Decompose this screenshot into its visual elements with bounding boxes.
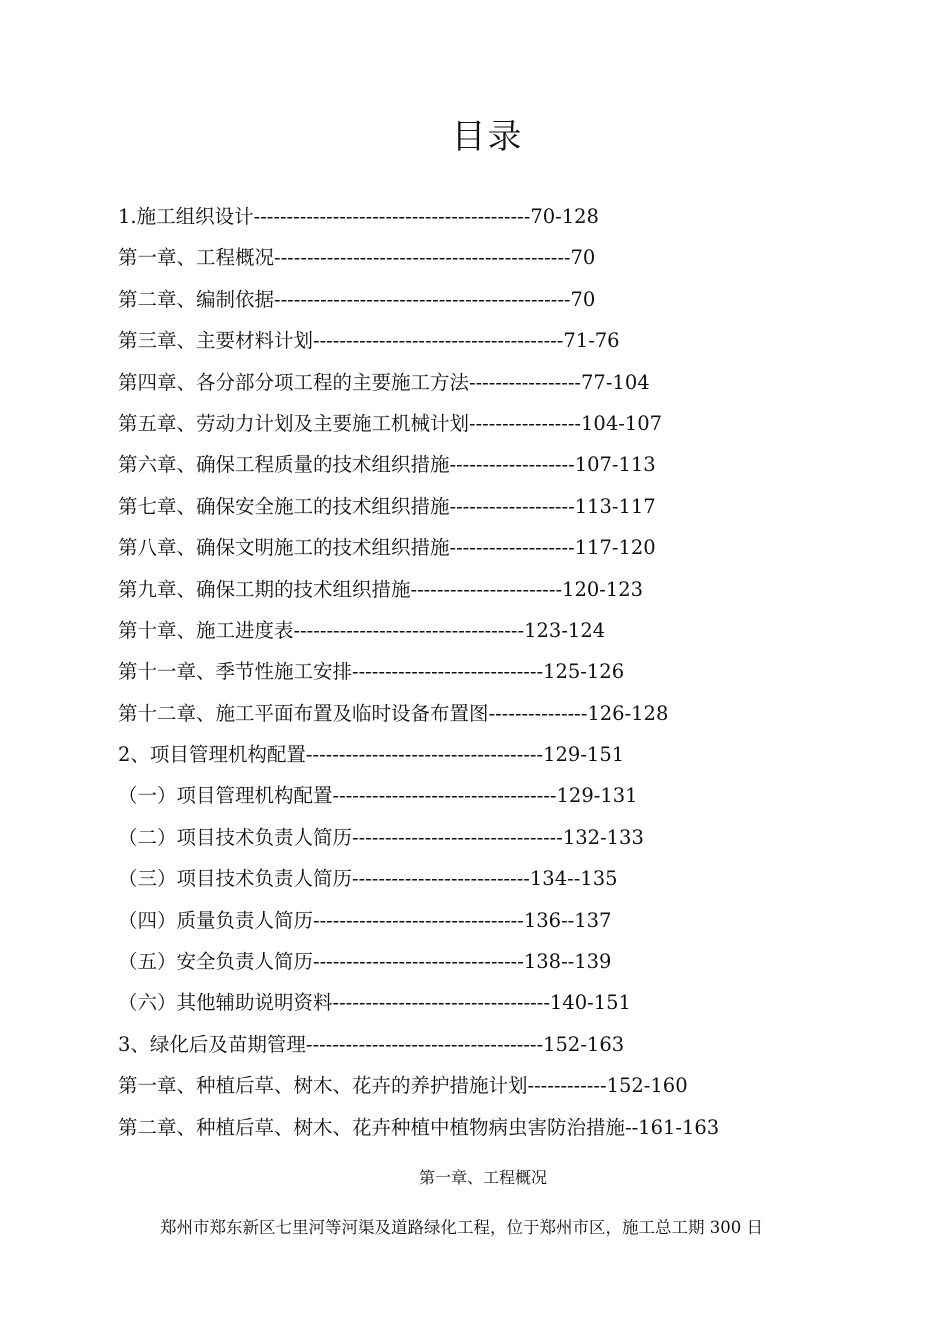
table-of-contents xyxy=(118,196,818,1148)
toc-entry: 第二章、编制依据---------------------------------------------70 xyxy=(118,287,596,311)
body-paragraph: 郑州市郑东新区七里河等河渠及道路绿化工程，位于郑州市区，施工总工期 300 日 xyxy=(160,1218,763,1237)
chapter-heading: 第一章、工程概况 xyxy=(418,1168,547,1187)
toc-entry: （一）项目管理机构配置----------------------------------129-131 xyxy=(118,784,638,808)
toc-entry: （二）项目技术负责人简历--------------------------------132-133 xyxy=(118,825,644,849)
toc-entry: 第六章、确保工程质量的技术组织措施-------------------107-113 xyxy=(118,453,656,477)
toc-entry: 第十一章、季节性施工安排-----------------------------125-126 xyxy=(118,660,625,684)
toc-entry: 3、绿化后及苗期管理------------------------------------152-163 xyxy=(118,1032,625,1056)
toc-entry: 第四章、各分部分项工程的主要施工方法-----------------77-104 xyxy=(118,370,650,394)
toc-entry: （四）质量负责人简历--------------------------------136--137 xyxy=(118,908,612,932)
toc-entry: 第九章、确保工期的技术组织措施-----------------------120-123 xyxy=(118,577,644,601)
toc-entry: 第三章、主要材料计划--------------------------------------71-76 xyxy=(118,329,620,353)
toc-entry: 第十二章、施工平面布置及临时设备布置图---------------126-128 xyxy=(118,701,669,725)
toc-entry: 第十章、施工进度表-----------------------------------123-124 xyxy=(118,618,606,642)
toc-entry: 2、项目管理机构配置------------------------------------129-151 xyxy=(118,743,625,767)
toc-entry: 第二章、种植后草、树木、花卉种植中植物病虫害防治措施--161-163 xyxy=(118,1115,720,1139)
toc-entry: 第一章、种植后草、树木、花卉的养护措施计划------------152-160 xyxy=(118,1074,688,1098)
toc-entry: 1.施工组织设计------------------------------------------70-128 xyxy=(118,205,599,228)
document-title: 目录 xyxy=(451,117,524,157)
toc-entry: 第五章、劳动力计划及主要施工机械计划-----------------104-107 xyxy=(118,411,663,435)
toc-entry: （三）项目技术负责人简历---------------------------134--135 xyxy=(118,867,618,891)
toc-entry: 第八章、确保文明施工的技术组织措施-------------------117-120 xyxy=(118,536,656,560)
toc-entry: 第一章、工程概况---------------------------------------------70 xyxy=(118,246,596,270)
toc-entry: 第七章、确保安全施工的技术组织措施-------------------113-117 xyxy=(118,494,656,518)
toc-entry: （六）其他辅助说明资料---------------------------------140-151 xyxy=(118,991,631,1015)
toc-entry: （五）安全负责人简历--------------------------------138--139 xyxy=(118,950,612,974)
